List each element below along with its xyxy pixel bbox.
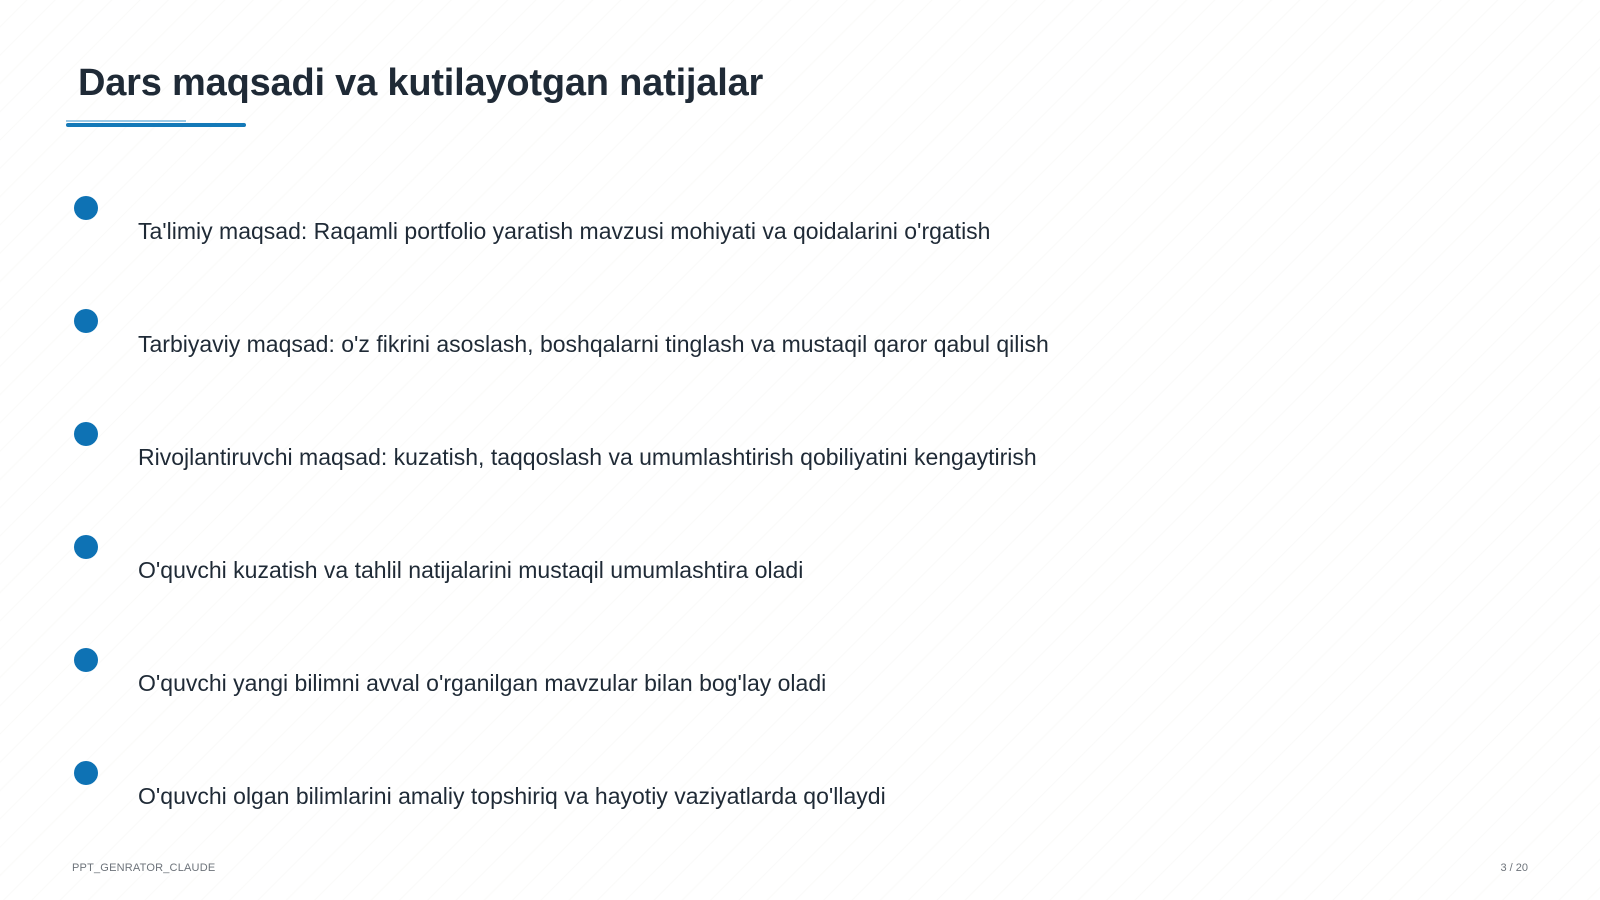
bullet-text: Tarbiyaviy maqsad: o'z fikrini asoslash, boshqalarni tinglash va mustaqil qaror qabul qilish xyxy=(138,331,1049,357)
bullet-text: O'quvchi olgan bilimlarini amaliy topshiriq va hayotiy vaziyatlarda qo'llaydi xyxy=(138,783,886,809)
bullet-item xyxy=(74,648,1274,761)
page-number: 3 / 20 xyxy=(1500,862,1528,874)
bullet-dot-icon xyxy=(74,648,98,672)
bullet-item xyxy=(74,422,1274,535)
bullet-text: Rivojlantiruvchi maqsad: kuzatish, taqqoslash va umumlashtirish qobiliyatini kengaytirish xyxy=(138,444,1037,470)
bullet-dot-icon xyxy=(74,535,98,559)
title-underline-highlight xyxy=(66,120,186,122)
bullet-dot-icon xyxy=(74,761,98,785)
bullet-item xyxy=(74,196,1274,309)
title-underline xyxy=(66,123,246,127)
bullet-item xyxy=(74,309,1274,422)
bullet-list xyxy=(74,196,1274,874)
bullet-text: O'quvchi yangi bilimni avval o'rganilgan mavzular bilan bog'lay oladi xyxy=(138,670,827,696)
footer-label: PPT_GENRATOR_CLAUDE xyxy=(72,862,216,874)
bullet-dot-icon xyxy=(74,309,98,333)
bullet-item xyxy=(74,761,1274,874)
bullet-dot-icon xyxy=(74,196,98,220)
bullet-text: O'quvchi kuzatish va tahlil natijalarini mustaqil umumlashtira oladi xyxy=(138,557,804,583)
bullet-item xyxy=(74,535,1274,648)
bullet-dot-icon xyxy=(74,422,98,446)
bullet-text: Ta'limiy maqsad: Raqamli portfolio yaratish mavzusi mohiyati va qoidalarini o'rgatish xyxy=(138,218,991,244)
slide-title: Dars maqsadi va kutilayotgan natijalar xyxy=(78,62,764,104)
